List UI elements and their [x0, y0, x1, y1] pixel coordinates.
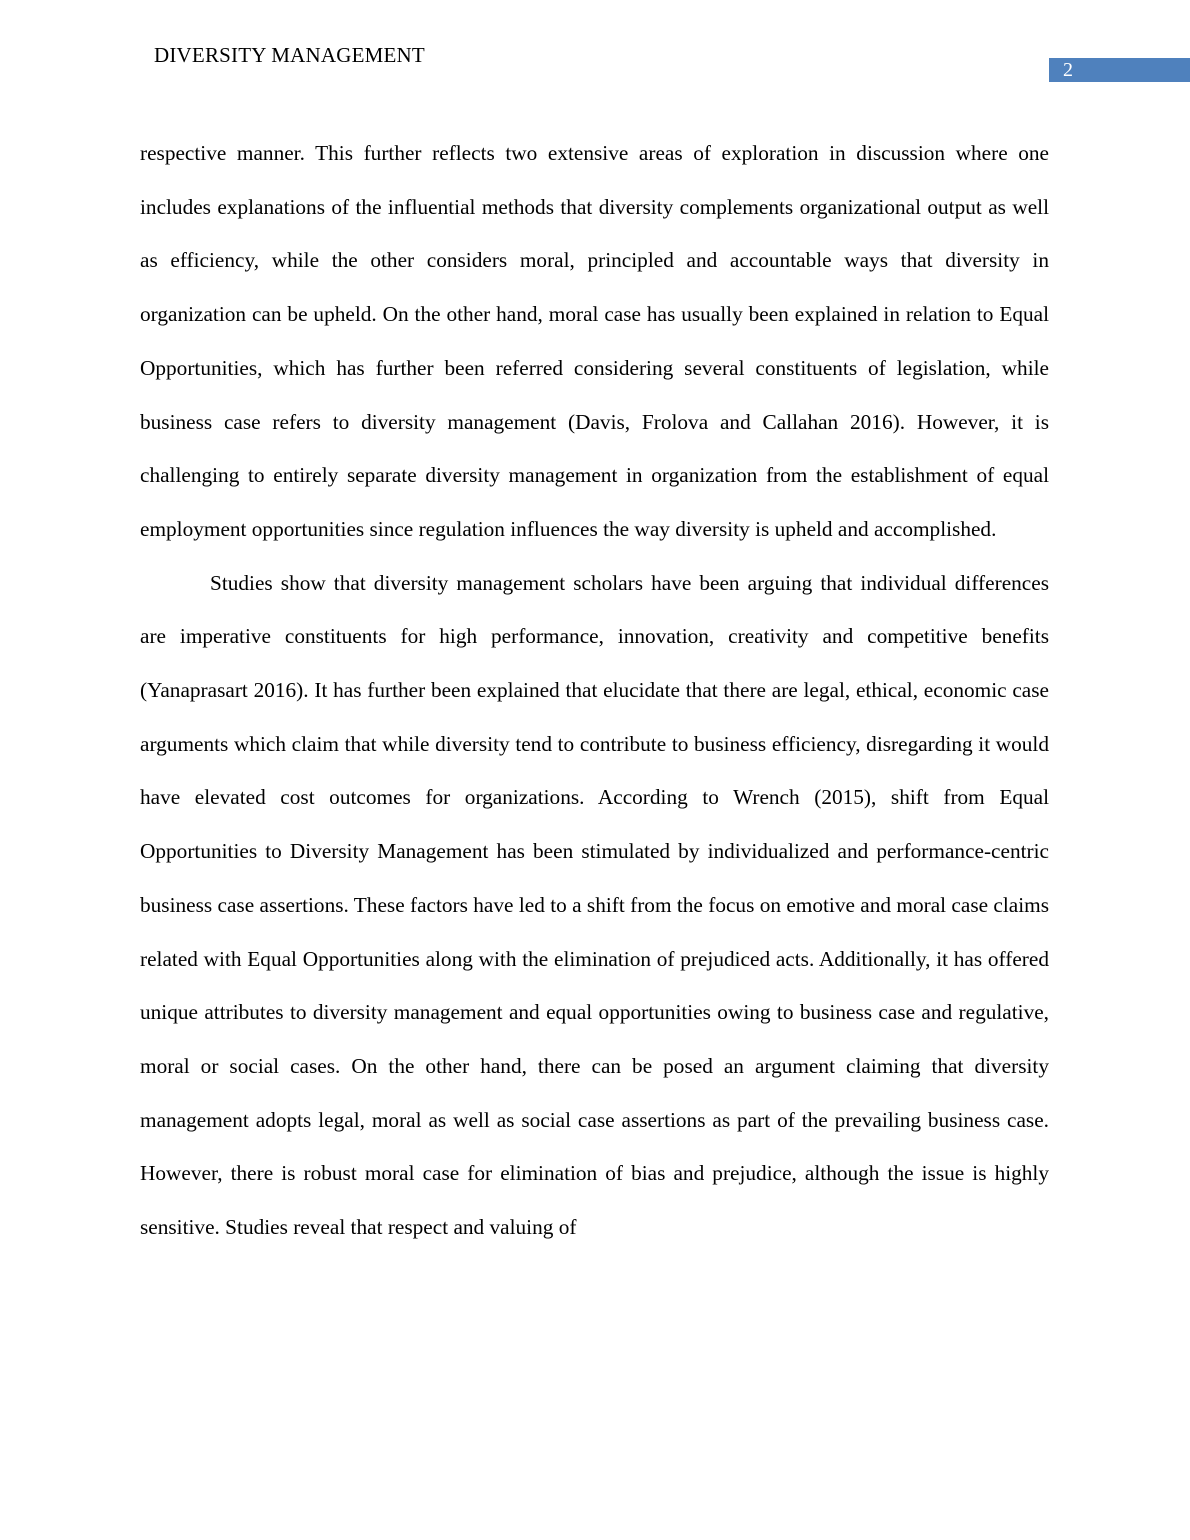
- page-number: 2: [1063, 59, 1073, 81]
- paragraph-2: Studies show that diversity management scholars have been arguing that individual differences are imperative constituents for high performance, innovation, creativity and competitive benefits (Yanaprasart 2016). It has further been explained that elucidate that there are legal, ethical, economic case arguments which claim that while diversity tend to contribute to business efficiency, disregarding it would have elevated cost outcomes for organizations. According to Wrench (2015), shift from Equal Opportunities to Diversity Management has been stimulated by individualized and performance-centric business case assertions. These factors have led to a shift from the focus on emotive and moral case claims related with Equal Opportunities along with the elimination of prejudiced acts. Additionally, it has offered unique attributes to diversity management and equal opportunities owing to business case and regulative, moral or social cases. On the other hand, there can be posed an argument claiming that diversity management adopts legal, moral as well as social case assertions as part of the prevailing business case. However, there is robust moral case for elimination of bias and prejudice, although the issue is highly sensitive. Studies reveal that respect and valuing of: [140, 570, 1049, 1240]
- body-text: [140, 127, 1049, 1255]
- page-number-tab: [1049, 58, 1190, 82]
- paragraph-1: respective manner. This further reflects two extensive areas of exploration in discussion where one includes explanations of the influential methods that diversity complements organizational output as well as efficiency, while the other considers moral, principled and accountable ways that diversity in organization can be upheld. On the other hand, moral case has usually been explained in relation to Equal Opportunities, which has further been referred considering several constituents of legislation, while business case refers to diversity management (Davis, Frolova and Callahan 2016). However, it is challenging to entirely separate diversity management in organization from the establishment of equal employment opportunities since regulation influences the way diversity is upheld and accomplished.: [140, 141, 1049, 541]
- running-head: DIVERSITY MANAGEMENT: [154, 43, 425, 67]
